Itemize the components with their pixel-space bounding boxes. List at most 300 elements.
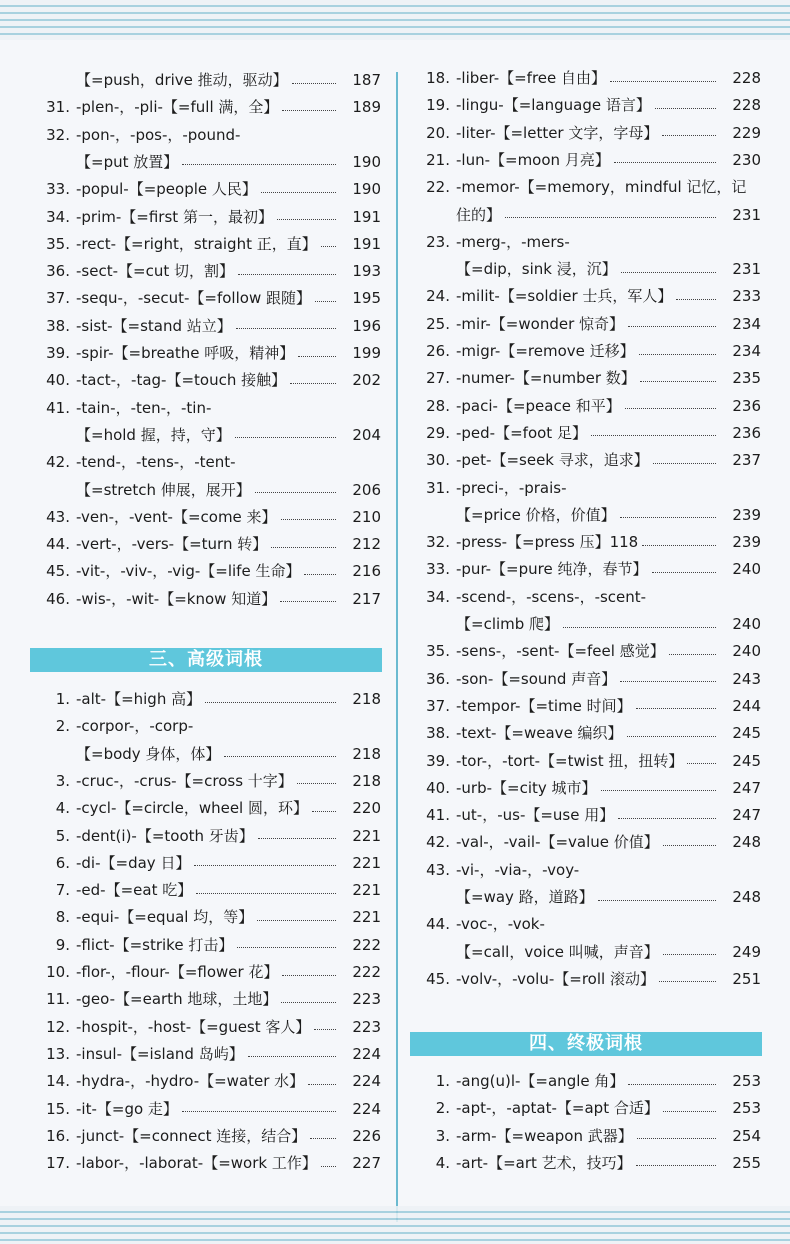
- toc-entry: [410, 939, 765, 966]
- dot-leader: [662, 134, 716, 136]
- entry-text: -corpor-，-corp-: [76, 717, 194, 736]
- dot-leader: [628, 325, 716, 327]
- toc-entry: [410, 365, 765, 392]
- entry-page-number: 243: [732, 669, 761, 688]
- toc-entry: [30, 1096, 385, 1123]
- entry-page-number: 228: [732, 96, 761, 115]
- dot-leader: [639, 353, 716, 355]
- entry-text: -it-【=go 走】: [76, 1099, 178, 1118]
- entry-text-line: [76, 586, 340, 613]
- dot-leader: [614, 161, 716, 163]
- entry-page-number: 199: [352, 344, 381, 362]
- entry-page-number: 202: [352, 371, 381, 390]
- dot-leader: [182, 1110, 336, 1112]
- entry-text: 【=stretch 伸展，展开】: [76, 480, 251, 499]
- entry-number: 44.: [46, 535, 70, 554]
- entry-text-line: [76, 1041, 340, 1068]
- entry-number: 41.: [46, 398, 70, 417]
- entry-text-line: [456, 92, 720, 119]
- entry-number: 25.: [426, 314, 450, 333]
- entry-page-number: 221: [352, 853, 381, 872]
- entry-text: -scend-，-scens-，-scent-: [456, 587, 647, 606]
- top-stripe-border: [0, 0, 790, 40]
- entry-text: -ut-，-us-【=use 用】: [456, 806, 615, 825]
- entry-text-line: [76, 823, 340, 850]
- entry-text-line: [456, 365, 720, 392]
- entry-text-line: [456, 638, 720, 665]
- toc-entry: [30, 1041, 385, 1068]
- toc-entry: [30, 1123, 385, 1150]
- entry-page-number: 228: [732, 69, 761, 87]
- entry-page-number: 240: [732, 615, 761, 633]
- dot-leader: [282, 974, 336, 976]
- toc-entry: [410, 693, 765, 720]
- toc-entry: [410, 502, 765, 529]
- toc-entry: [30, 558, 385, 585]
- entry-text-line: [456, 338, 720, 365]
- entry-text-line: [76, 422, 340, 449]
- entry-number: 35.: [46, 234, 70, 253]
- dot-leader: [277, 218, 336, 220]
- toc-entry: [30, 258, 385, 285]
- toc-entry: [30, 313, 385, 340]
- toc-entry: [410, 92, 765, 119]
- entry-page-number: 216: [352, 562, 381, 581]
- entry-text: -press-【=press 压】118: [456, 533, 639, 552]
- toc-entry: [410, 529, 765, 556]
- entry-number: 41.: [426, 806, 450, 825]
- entry-number: 46.: [46, 589, 70, 608]
- entry-number: 13.: [46, 1044, 70, 1063]
- entry-number: 11.: [46, 990, 70, 1009]
- toc-entry: [410, 884, 765, 911]
- entry-page-number: 190: [352, 152, 381, 171]
- dot-leader: [182, 163, 336, 165]
- toc-entry: [30, 231, 385, 258]
- toc-entry: [410, 802, 765, 829]
- entry-page-number: 234: [732, 342, 761, 360]
- entry-text-line: [76, 1014, 340, 1041]
- dot-leader: [663, 1110, 716, 1112]
- entry-page-number: 187: [352, 71, 381, 89]
- entry-text: -ed-【=eat 吃】: [76, 881, 193, 900]
- toc-entry: [410, 584, 765, 611]
- entry-text: -vit-，-viv-，-vig-【=life 生命】: [76, 562, 301, 581]
- entry-page-number: 236: [732, 423, 761, 442]
- entry-text: -migr-【=remove 迁移】: [456, 342, 635, 360]
- entry-text: -sens-，-sent-【=feel 感觉】: [456, 642, 665, 661]
- toc-entry: [410, 911, 765, 938]
- entry-page-number: 222: [352, 963, 381, 981]
- entry-number: 43.: [46, 507, 70, 526]
- entry-text: -tact-，-tag-【=touch 接触】: [76, 371, 287, 390]
- entry-number: 39.: [46, 344, 70, 362]
- entry-page-number: 245: [732, 751, 761, 770]
- entry-page-number: 245: [732, 724, 761, 743]
- entry-page-number: 236: [732, 396, 761, 415]
- entry-text-line: [456, 65, 720, 92]
- entry-text-line: [76, 149, 340, 176]
- entry-text-line: [76, 449, 340, 476]
- toc-entry: [30, 67, 385, 94]
- entry-page-number: 248: [732, 888, 761, 906]
- entry-text-line: [76, 67, 340, 94]
- entry-page-number: 218: [352, 690, 381, 708]
- entry-page-number: 222: [352, 935, 381, 954]
- entry-number: 31.: [46, 98, 70, 117]
- entry-number: 38.: [426, 724, 450, 743]
- entry-text: -sequ-，-secut-【=follow 跟随】: [76, 289, 311, 308]
- entry-page-number: 217: [352, 589, 381, 608]
- entry-text: -di-【=day 日】: [76, 853, 191, 872]
- dot-leader: [315, 300, 336, 302]
- entry-number: 45.: [426, 969, 450, 988]
- entry-text-line: [456, 884, 720, 911]
- entry-text-line: [76, 850, 340, 877]
- entry-number: 26.: [426, 342, 450, 360]
- entry-page-number: 251: [732, 969, 761, 988]
- entry-number: 23.: [426, 232, 450, 251]
- entry-text-line: [76, 558, 340, 585]
- entry-text-line: [76, 313, 340, 340]
- entry-text: -wis-，-wit-【=know 知道】: [76, 589, 277, 608]
- entry-number: 10.: [46, 963, 70, 981]
- entry-page-number: 254: [732, 1126, 761, 1145]
- entry-number: 38.: [46, 316, 70, 335]
- dot-leader: [687, 762, 716, 764]
- toc-entry: [410, 120, 765, 147]
- entry-text-line: [456, 611, 720, 638]
- entry-text: 【=way 路，道路】: [456, 888, 594, 906]
- entry-text-line: [456, 447, 720, 474]
- entry-number: 36.: [426, 669, 450, 688]
- entry-text-line: [456, 229, 720, 256]
- entry-page-number: 190: [352, 180, 381, 199]
- entry-text-line: [76, 959, 340, 986]
- entry-text: -plen-，-pli-【=full 满，全】: [76, 98, 279, 117]
- entry-page-number: 195: [352, 289, 381, 308]
- entry-text-line: [456, 1095, 720, 1122]
- toc-entry: [410, 147, 765, 174]
- entry-page-number: 218: [352, 744, 381, 763]
- toc-entry: [410, 393, 765, 420]
- entry-number: 24.: [426, 287, 450, 306]
- entry-text-line: [456, 256, 720, 283]
- toc-entry: [30, 122, 385, 149]
- entry-text-line: [76, 204, 340, 231]
- entry-text: -ang(u)l-【=angle 角】: [456, 1072, 625, 1090]
- entry-text-line: [456, 311, 720, 338]
- entry-number: 42.: [426, 833, 450, 852]
- dot-leader: [281, 1001, 336, 1003]
- entry-text-line: [456, 666, 720, 693]
- toc-entry: [30, 176, 385, 203]
- entry-page-number: 231: [732, 260, 761, 279]
- entry-text: 【=put 放置】: [76, 152, 179, 171]
- entry-page-number: 234: [732, 314, 761, 333]
- entry-text: -merg-，-mers-: [456, 232, 570, 251]
- entry-number: 40.: [46, 371, 70, 390]
- entry-page-number: 223: [352, 990, 381, 1009]
- entry-text: -pon-，-pos-，-pound-: [76, 125, 241, 144]
- entry-number: 2.: [435, 1099, 450, 1118]
- dot-leader: [271, 546, 336, 548]
- dot-leader: [628, 1083, 716, 1085]
- entry-text: -vi-，-via-，-voy-: [456, 860, 580, 879]
- dot-leader: [636, 707, 716, 709]
- toc-entry: [30, 850, 385, 877]
- dot-leader: [261, 191, 336, 193]
- dot-leader: [314, 1028, 336, 1030]
- toc-entry: [30, 686, 385, 713]
- dot-leader: [676, 298, 716, 300]
- dot-leader: [636, 1164, 716, 1166]
- toc-entry: [410, 1150, 765, 1177]
- dot-leader: [621, 271, 716, 273]
- entry-text: -voc-，-vok-: [456, 915, 545, 934]
- dot-leader: [563, 626, 716, 628]
- entry-number: 33.: [46, 180, 70, 199]
- entry-text: -tain-，-ten-，-tin-: [76, 398, 212, 417]
- toc-entry: [30, 713, 385, 740]
- dot-leader: [290, 382, 336, 384]
- entry-number: 7.: [55, 881, 70, 900]
- entry-text: -pet-【=seek 寻求，追求】: [456, 451, 649, 470]
- entry-text-line: [456, 1068, 720, 1095]
- entry-page-number: 239: [732, 505, 761, 524]
- entry-page-number: 224: [352, 1099, 381, 1118]
- entry-text-line: [456, 393, 720, 420]
- entry-text: -urb-【=city 城市】: [456, 778, 597, 797]
- entry-text-line: [456, 174, 747, 201]
- entry-text: -rect-【=right，straight 正，直】: [76, 234, 317, 253]
- entry-number: 34.: [426, 587, 450, 606]
- toc-page: [0, 40, 790, 1206]
- entry-page-number: 229: [732, 123, 761, 142]
- entry-text: -tend-，-tens-，-tent-: [76, 453, 236, 472]
- entry-number: 43.: [426, 860, 450, 879]
- entry-text: -geo-【=earth 地球，土地】: [76, 990, 278, 1009]
- toc-entry: [410, 857, 765, 884]
- entry-page-number: 223: [352, 1017, 381, 1036]
- dot-leader: [312, 810, 336, 812]
- toc-entry: [30, 877, 385, 904]
- entry-page-number: 224: [352, 1072, 381, 1091]
- entry-text-line: [76, 741, 340, 768]
- entry-text-line: [456, 120, 720, 147]
- dot-leader: [280, 600, 336, 602]
- entry-text: -junct-【=connect 连接，结合】: [76, 1126, 307, 1145]
- entry-number: 40.: [426, 778, 450, 797]
- entry-text-line: [456, 1150, 720, 1177]
- dot-leader: [194, 864, 336, 866]
- entry-page-number: 226: [352, 1126, 381, 1145]
- toc-entry: [30, 795, 385, 822]
- entry-text: -art-【=art 艺术，技巧】: [456, 1153, 632, 1172]
- dot-leader: [627, 735, 716, 737]
- entry-text-line: [76, 686, 340, 713]
- toc-entry: [410, 720, 765, 747]
- entry-text: 【=call，voice 叫喊，声音】: [456, 942, 659, 961]
- entry-number: 5.: [55, 826, 70, 845]
- toc-entry: [410, 1095, 765, 1122]
- entry-text-line: [456, 502, 720, 529]
- dot-leader: [591, 434, 716, 436]
- toc-entry: [30, 531, 385, 558]
- entry-page-number: 191: [352, 207, 381, 226]
- entry-text-line: [456, 966, 720, 993]
- dot-leader: [236, 327, 336, 329]
- entry-number: 36.: [46, 262, 70, 281]
- entry-text: -insul-【=island 岛屿】: [76, 1044, 244, 1063]
- entry-page-number: 220: [352, 799, 381, 818]
- dot-leader: [663, 953, 716, 955]
- entry-number: 34.: [46, 207, 70, 226]
- entry-number: 8.: [55, 908, 70, 927]
- entry-text: 【=hold 握，持，守】: [76, 425, 231, 444]
- entry-text-line: [76, 1096, 340, 1123]
- entry-page-number: 193: [352, 262, 381, 281]
- entry-page-number: 231: [732, 205, 761, 224]
- toc-entry: [30, 340, 385, 367]
- entry-text-line: [456, 748, 720, 775]
- dot-leader: [235, 436, 336, 438]
- entry-text: -popul-【=people 人民】: [76, 180, 257, 199]
- toc-entry: [410, 638, 765, 665]
- entry-text: -liber-【=free 自由】: [456, 69, 607, 87]
- entry-text-line: [76, 904, 340, 931]
- dot-leader: [653, 462, 716, 464]
- dot-leader: [610, 80, 716, 82]
- toc-entry: [410, 829, 765, 856]
- entry-number: 16.: [46, 1126, 70, 1145]
- entry-number: 6.: [55, 853, 70, 872]
- toc-entry: [30, 449, 385, 476]
- entry-number: 17.: [46, 1154, 70, 1173]
- toc-entry: [30, 904, 385, 931]
- toc-entry: [30, 395, 385, 422]
- entry-page-number: 221: [352, 908, 381, 927]
- dot-leader: [321, 245, 336, 247]
- entry-page-number: 221: [352, 826, 381, 845]
- entry-text-line: [76, 367, 340, 394]
- entry-number: 30.: [426, 451, 450, 470]
- dot-leader: [224, 755, 336, 757]
- entry-text-line: [76, 1123, 340, 1150]
- entry-number: 19.: [426, 96, 450, 115]
- toc-entry: [410, 447, 765, 474]
- entry-text-line: [456, 857, 720, 884]
- entry-text: -apt-，-aptat-【=apt 合适】: [456, 1099, 659, 1118]
- entry-number: 35.: [426, 642, 450, 661]
- entry-number: 42.: [46, 453, 70, 472]
- entry-number: 32.: [46, 125, 70, 144]
- entry-text: -hydra-，-hydro-【=water 水】: [76, 1072, 305, 1091]
- entry-text: 【=climb 爬】: [456, 615, 560, 633]
- entry-number: 2.: [55, 717, 70, 736]
- dot-leader: [257, 919, 336, 921]
- dot-leader: [281, 518, 336, 520]
- entry-text-line: [456, 802, 720, 829]
- dot-leader: [620, 680, 716, 682]
- entry-text-line: [456, 720, 720, 747]
- dot-leader: [248, 1055, 336, 1057]
- entry-text-line: [76, 285, 340, 312]
- entry-page-number: 253: [732, 1072, 761, 1090]
- entry-text: -lun-【=moon 月亮】: [456, 150, 610, 169]
- entry-page-number: 247: [732, 806, 761, 825]
- entry-page-number: 255: [732, 1153, 761, 1172]
- dot-leader: [258, 837, 336, 839]
- dot-leader: [659, 980, 716, 982]
- toc-entry: [30, 1014, 385, 1041]
- entry-number: 29.: [426, 423, 450, 442]
- entry-text: -memor-【=memory，mindful 记忆，记: [456, 178, 747, 197]
- dot-leader: [598, 899, 716, 901]
- entry-text-line: [456, 911, 720, 938]
- toc-entry: [30, 149, 385, 176]
- entry-number: 4.: [55, 799, 70, 818]
- toc-entry: [410, 174, 765, 201]
- entry-number: 28.: [426, 396, 450, 415]
- entry-text: -text-【=weave 编织】: [456, 724, 623, 743]
- entry-number: 37.: [46, 289, 70, 308]
- section-heading: 三、高级词根: [30, 648, 382, 672]
- dot-leader: [304, 573, 336, 575]
- entry-text-line: [456, 420, 720, 447]
- entry-number: 21.: [426, 150, 450, 169]
- entry-page-number: 249: [732, 942, 761, 961]
- entry-number: 45.: [46, 562, 70, 581]
- entry-text: -pur-【=pure 纯净，春节】: [456, 560, 648, 579]
- entry-page-number: 235: [732, 369, 761, 388]
- entry-text: 【=dip，sink 浸，沉】: [456, 260, 617, 279]
- toc-entry: [410, 420, 765, 447]
- toc-entry: [30, 1068, 385, 1095]
- entry-page-number: 233: [732, 287, 761, 306]
- entry-text: -son-【=sound 声音】: [456, 669, 617, 688]
- entry-number: 32.: [426, 533, 450, 552]
- entry-page-number: 240: [732, 560, 761, 579]
- entry-text-line: [456, 939, 720, 966]
- toc-entry: [30, 1150, 385, 1177]
- toc-entry: [30, 823, 385, 850]
- toc-entry: [410, 229, 765, 256]
- dot-leader: [308, 1083, 336, 1085]
- dot-leader: [205, 701, 336, 703]
- entry-text: 【=body 身体，体】: [76, 744, 221, 763]
- entry-text-line: [76, 531, 340, 558]
- dot-leader: [282, 109, 336, 111]
- entry-text: -volv-，-volu-【=roll 滚动】: [456, 969, 655, 988]
- entry-text: -prim-【=first 第一，最初】: [76, 207, 273, 226]
- dot-leader: [642, 544, 716, 546]
- entry-text-line: [456, 775, 720, 802]
- entry-page-number: 227: [352, 1154, 381, 1173]
- entry-text: 住的】: [456, 205, 502, 224]
- entry-text-line: [456, 202, 720, 229]
- entry-number: 31.: [426, 478, 450, 497]
- dot-leader: [601, 789, 716, 791]
- toc-entry: [410, 966, 765, 993]
- entry-page-number: 244: [732, 696, 761, 715]
- dot-leader: [625, 407, 716, 409]
- entry-number: 39.: [426, 751, 450, 770]
- toc-entry: [30, 959, 385, 986]
- dot-leader: [238, 273, 336, 275]
- entry-page-number: 212: [352, 535, 381, 554]
- entry-number: 33.: [426, 560, 450, 579]
